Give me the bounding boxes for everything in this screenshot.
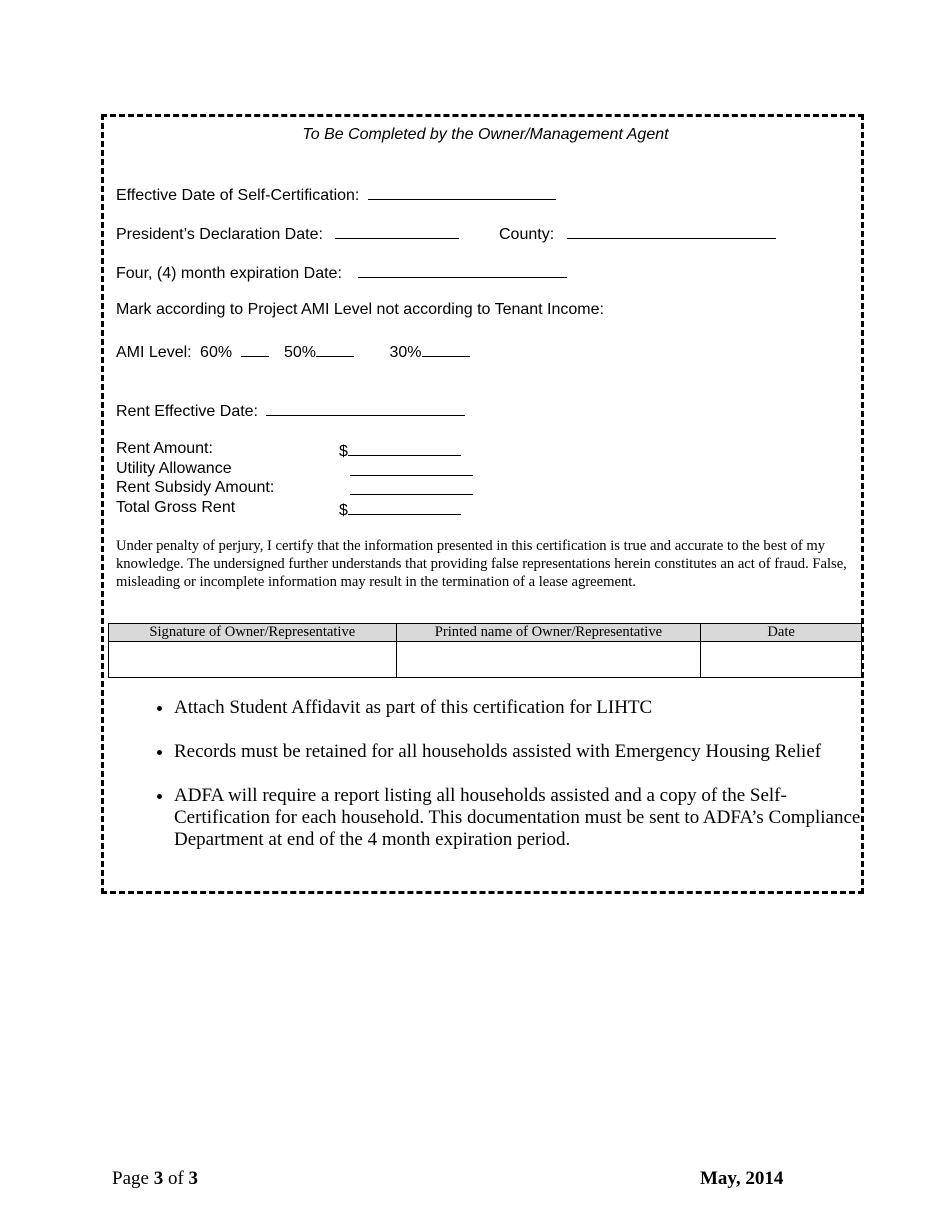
county-field[interactable] [567, 222, 776, 239]
rent-subsidy-field[interactable] [350, 478, 473, 495]
dollar-sign: $ [339, 502, 348, 519]
rent-amount-field[interactable] [348, 439, 461, 456]
rent-subsidy-label: Rent Subsidy Amount: [116, 479, 275, 496]
ami-level-row [116, 340, 470, 363]
list-item: • Attach Student Affidavit as part of this certification for LIHTC [174, 697, 874, 719]
rent-effective-field[interactable] [266, 399, 465, 416]
total-gross-rent-label: Total Gross Rent [116, 499, 236, 516]
certification-statement: Under penalty of perjury, I certify that the information presented in this certification is true and accurate to the best of my knowledge. The undersigned further understands that providing false representations herein constitutes an act of fraud. False, misleading or incomplete information may result in the termination of a lease agreement. [116, 538, 847, 590]
signature-cell[interactable] [109, 642, 397, 678]
printed-name-cell[interactable] [396, 642, 701, 678]
presidents-date-label: President’s Declaration Date: [116, 226, 323, 243]
signature-header: Signature of Owner/Representative [109, 624, 397, 642]
footer-date: May, 2014 [700, 1168, 784, 1189]
page-prefix: Page [112, 1168, 149, 1189]
dollar-sign: $ [339, 443, 348, 460]
list-item: • Records must be retained for all households assisted with Emergency Housing Relief [174, 741, 874, 763]
ami-option-50: 50% [283, 344, 317, 361]
page-total: 3 [188, 1168, 199, 1189]
signature-table-row [109, 642, 862, 678]
mark-instruction: Mark according to Project AMI Level not according to Tenant Income: [116, 301, 604, 318]
page-number [112, 1168, 198, 1190]
utility-allowance-field[interactable] [350, 459, 473, 476]
date-header: Date [701, 624, 862, 642]
rent-subsidy-row [116, 478, 274, 498]
total-gross-rent-row [116, 498, 235, 518]
rent-effective-row [116, 399, 465, 422]
county-label: County: [499, 226, 555, 243]
list-item: • ADFA will require a report listing all households assisted and a copy of the Self-Certification for each household. This documentation must be sent to ADFA’s Compliance Department at end of the 4 month expiration period. [174, 785, 874, 851]
presidents-declaration-row [116, 222, 459, 245]
page-of: of [167, 1168, 184, 1189]
ami-option-30: 30% [389, 344, 422, 361]
expiration-field[interactable] [358, 261, 567, 278]
rent-amount-label: Rent Amount: [116, 440, 213, 457]
signature-table-header [109, 624, 862, 642]
utility-allowance-row [116, 459, 232, 479]
rent-amount-row [116, 439, 213, 459]
ami-option-60: 60% [200, 344, 233, 361]
instruction-list [130, 697, 874, 873]
date-cell[interactable] [701, 642, 862, 678]
effective-date-label: Effective Date of Self-Certification: [116, 187, 360, 204]
effective-date-field[interactable] [368, 183, 556, 200]
ami-label: AMI Level: [116, 344, 192, 361]
owner-section-box [101, 114, 864, 894]
ami-60-field[interactable] [241, 340, 269, 357]
page-current: 3 [153, 1168, 164, 1189]
rent-effective-label: Rent Effective Date: [116, 403, 258, 420]
total-gross-rent-field[interactable] [348, 498, 461, 515]
ami-50-field[interactable] [316, 340, 354, 357]
utility-allowance-label: Utility Allowance [116, 460, 232, 477]
section-title: To Be Completed by the Owner/Management Agent [302, 126, 669, 143]
printed-name-header: Printed name of Owner/Representative [396, 624, 701, 642]
expiration-row [116, 261, 567, 284]
expiration-label: Four, (4) month expiration Date: [116, 265, 342, 282]
total-gross-rent-field-wrap [339, 498, 461, 521]
county-row [499, 222, 776, 245]
presidents-date-field[interactable] [335, 222, 459, 239]
effective-date-row [116, 183, 556, 206]
ami-30-field[interactable] [422, 340, 470, 357]
signature-table [108, 623, 862, 678]
